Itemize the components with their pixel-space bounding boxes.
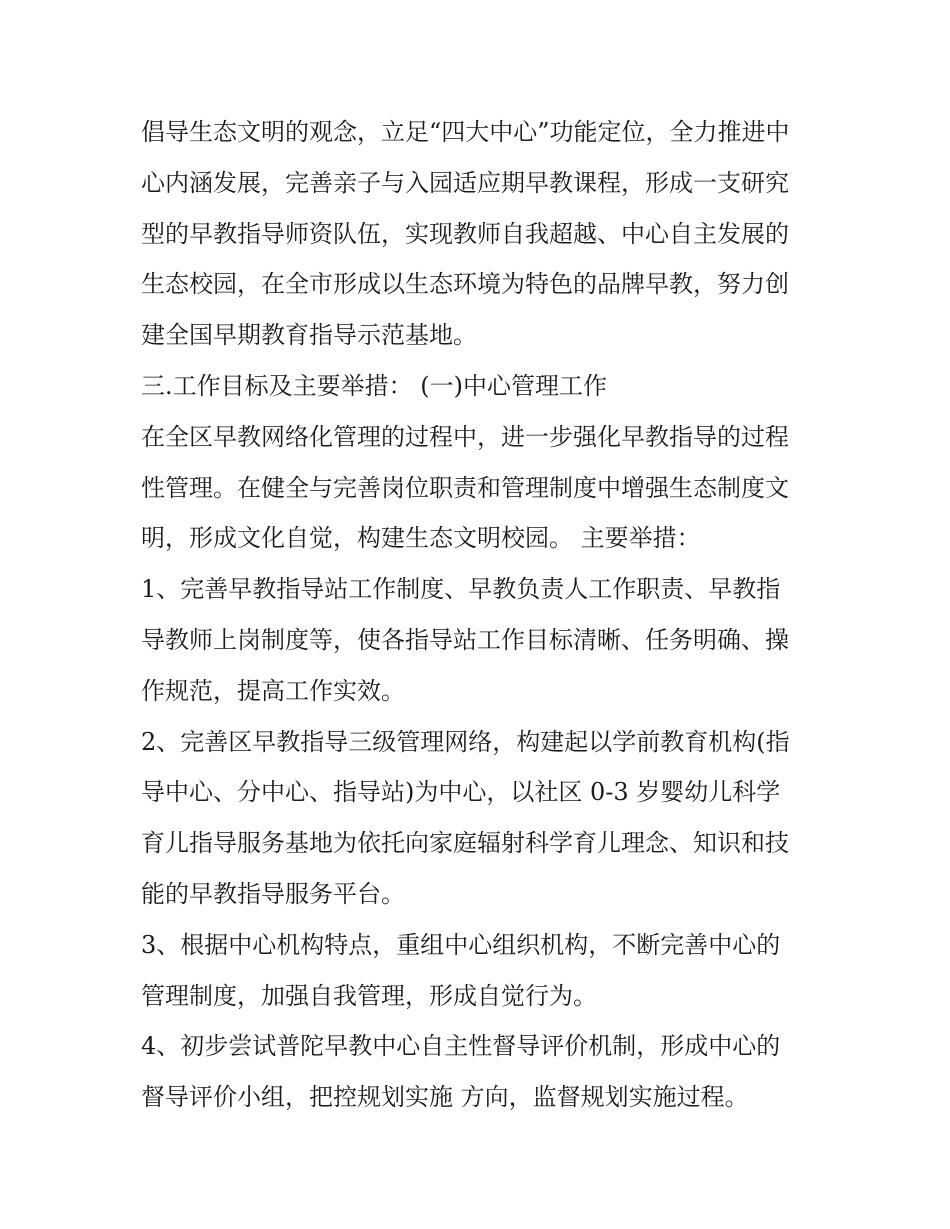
text-line: 建全国早期教育指导示范基地。 (141, 321, 477, 350)
list-item-1-line: 导教师上岗制度等，使各指导站工作目标清晰、任务明确、操 (141, 625, 789, 654)
list-item-2-line: 育儿指导服务基地为依托向家庭辐射科学育儿理念、知识和技 (141, 829, 789, 858)
text-line: 在全区早教网络化管理的过程中，进一步强化早教指导的过程 (141, 422, 789, 451)
list-item-1-line: 作规范，提高工作实效。 (141, 676, 405, 705)
list-item-4-line: 4、初步尝试普陀早教中心自主性督导评价机制，形成中心的 (141, 1032, 781, 1061)
list-item-1-line: 1、完善早教指导站工作制度、早教负责人工作职责、早教指 (141, 575, 781, 604)
list-item-3-line: 3、根据中心机构特点，重组中心组织机构，不断完善中心的 (141, 930, 781, 959)
list-item-2-line: 2、完善区早教指导三级管理网络，构建起以学前教育机构(指 (141, 727, 790, 756)
text-line: 性管理。在健全与完善岗位职责和管理制度中增强生态制度文 (141, 473, 789, 502)
text-line: 倡导生态文明的观念，立足“四大中心”功能定位，全力推进中 (141, 118, 790, 146)
list-item-4-line: 督导评价小组，把控规划实施 方向，监督规划实施过程。 (141, 1083, 749, 1112)
document-body (141, 112, 821, 1128)
list-item-3-line: 管理制度，加强自我管理，形成自觉行为。 (141, 981, 597, 1010)
text-line: 生态校园，在全市形成以生态环境为特色的品牌早教，努力创 (141, 270, 789, 299)
list-item-2-line: 导中心、分中心、指导站)为中心，以社区 0-3 岁婴幼儿科学 (141, 778, 781, 807)
text-line: 型的早教指导师资队伍，实现教师自我超越、中心自主发展的 (141, 219, 789, 248)
section-heading: 三.工作目标及主要举措： (一)中心管理工作 (141, 371, 607, 400)
text-line: 心内涵发展，完善亲子与入园适应期早教课程，形成一支研究 (141, 168, 789, 197)
text-line: 明，形成文化自觉，构建生态文明校园。 主要举措： (141, 524, 701, 553)
list-item-2-line: 能的早教指导服务平台。 (141, 879, 405, 908)
